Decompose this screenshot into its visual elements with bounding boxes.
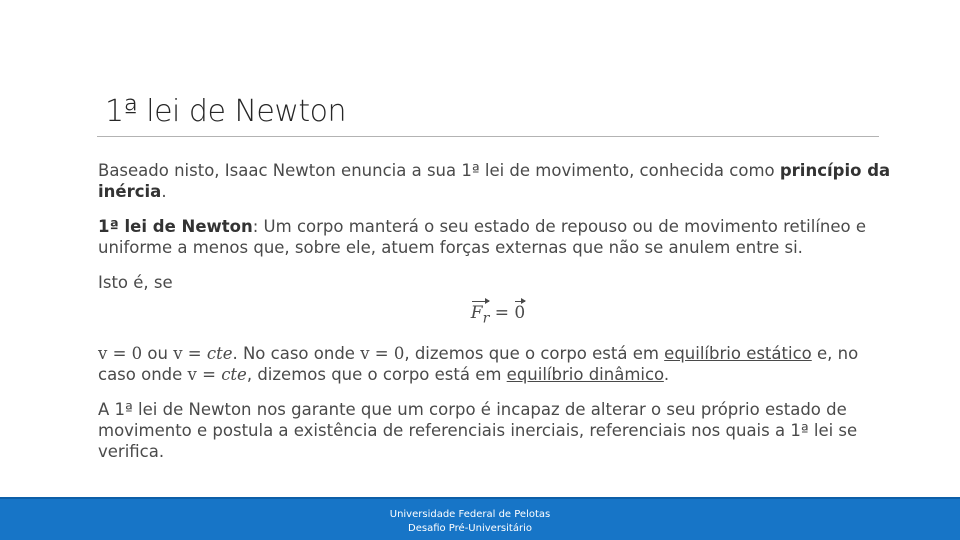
footer-program: Desafio Pré-Universitário xyxy=(408,523,532,534)
math-v-equals-2: v = xyxy=(187,365,222,385)
zero-vector xyxy=(514,299,525,324)
eq-text-5: , dizemos que o corpo está em xyxy=(246,365,507,385)
zero-symbol: 0 xyxy=(514,303,526,323)
math-v-zero-2: v = 0 xyxy=(360,344,405,364)
paragraph-law-statement xyxy=(98,216,898,258)
condition-text: Isto é, se xyxy=(98,273,173,292)
footer-text xyxy=(0,508,960,536)
law-label: 1ª lei de Newton xyxy=(98,217,253,236)
force-symbol: F xyxy=(470,303,483,323)
inertial-frames-text: A 1ª lei de Newton nos garante que um corpo é incapaz de alterar o seu próprio estado de movimento e postula a existência de referenciais inerciais, referenciais nos quais a 1ª lei se verifica. xyxy=(98,400,858,462)
math-cte: cte xyxy=(206,344,233,364)
math-v-zero: v = 0 xyxy=(98,344,143,364)
eq-text-1: ou xyxy=(142,344,174,364)
slide-body xyxy=(98,160,898,462)
footer-top-line xyxy=(0,497,960,499)
equation-net-force xyxy=(98,299,898,329)
intro-end: . xyxy=(161,182,167,201)
slide-title: 1ª lei de Newton xyxy=(105,94,347,129)
eq-text-4: e, no caso onde xyxy=(98,344,859,385)
paragraph-condition xyxy=(98,272,898,293)
eq-text-2: . No caso onde xyxy=(232,344,361,364)
paragraph-equilibrium xyxy=(98,343,898,385)
eq-text-3: , dizemos que o corpo está em xyxy=(404,344,665,364)
math-v-equals: v = xyxy=(173,344,207,364)
static-equilibrium-term: equilíbrio estático xyxy=(664,344,812,364)
equation-equals: = xyxy=(494,303,509,323)
dynamic-equilibrium-term: equilíbrio dinâmico xyxy=(506,365,664,385)
footer-university: Universidade Federal de Pelotas xyxy=(389,509,551,520)
paragraph-intro xyxy=(98,160,898,202)
eq-text-6: . xyxy=(663,365,670,385)
math-cte-2: cte xyxy=(221,365,247,385)
net-force-vector xyxy=(471,299,490,329)
title-divider xyxy=(97,136,879,137)
inertia-principle-term: princípio da inércia xyxy=(98,161,891,201)
law-text: : Um corpo manterá o seu estado de repouso ou de movimento retilíneo e uniforme a menos que, sobre ele, atuem forças externas que não se anulem entre si. xyxy=(98,217,867,257)
paragraph-inertial-frames xyxy=(98,399,898,462)
force-subscript: r xyxy=(482,310,490,327)
intro-text: Baseado nisto, Isaac Newton enuncia a sua 1ª lei de movimento, conhecida como xyxy=(98,161,780,180)
